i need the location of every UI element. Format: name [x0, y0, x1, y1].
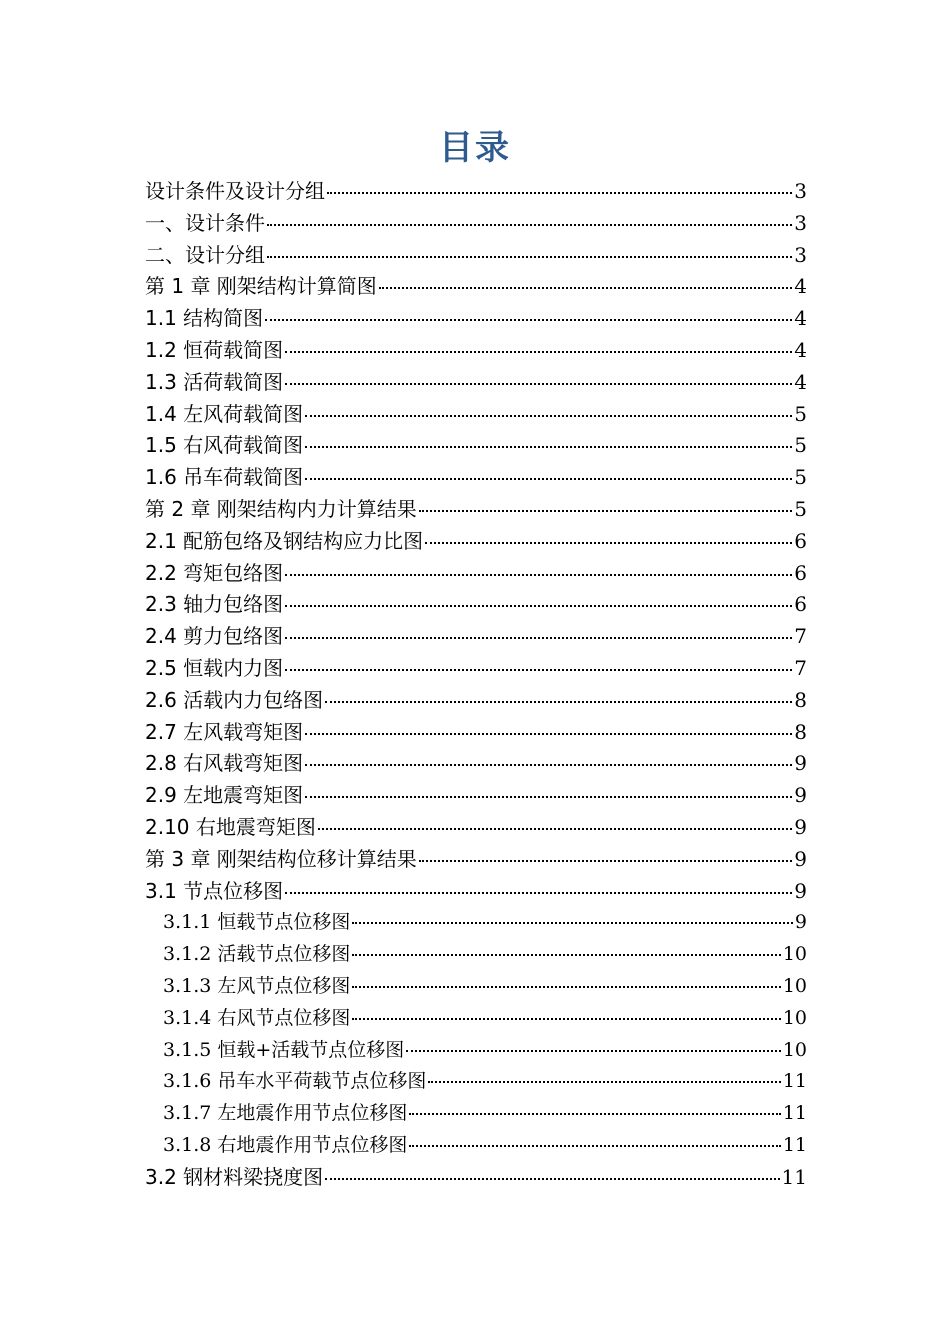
toc-page-number: 9: [794, 751, 807, 776]
toc-dot-leader: [305, 478, 792, 480]
toc-entry[interactable]: [145, 812, 807, 844]
toc-entry[interactable]: [145, 526, 807, 558]
toc-entry-label: 1.2 恒荷载简图: [145, 337, 284, 362]
toc-entry-label: 1.3 活荷载简图: [145, 369, 284, 394]
toc-dot-leader: [305, 796, 792, 798]
toc-entry[interactable]: [145, 176, 807, 208]
toc-page-number: 11: [781, 1164, 807, 1189]
toc-entry[interactable]: [145, 876, 807, 908]
toc-dot-leader: [406, 1050, 781, 1052]
toc-entry-label: 2.4 剪力包络图: [145, 624, 284, 649]
toc-page-number: 9: [794, 878, 807, 903]
toc-dot-leader: [419, 510, 792, 512]
toc-page-number: 9: [794, 846, 807, 871]
toc-dot-leader: [285, 669, 792, 671]
toc-entry[interactable]: [145, 685, 807, 717]
toc-entry[interactable]: [145, 971, 807, 1003]
toc-dot-leader: [285, 383, 792, 385]
toc-dot-leader: [425, 542, 792, 544]
toc-entry[interactable]: [145, 271, 807, 303]
toc-entry[interactable]: [145, 335, 807, 367]
toc-page-number: 5: [794, 465, 807, 490]
toc-entry-label: 第 2 章 刚架结构内力计算结果: [145, 496, 417, 521]
toc-entry[interactable]: [145, 748, 807, 780]
toc-entry-label: 3.1.5 恒载+活载节点位移图: [163, 1038, 405, 1061]
toc-page-number: 4: [794, 369, 807, 394]
toc-entry-label: 3.1.6 吊车水平荷载节点位移图: [163, 1070, 427, 1093]
toc-dot-leader: [318, 828, 792, 830]
toc-dot-leader: [409, 1113, 780, 1115]
toc-entry[interactable]: [145, 558, 807, 590]
toc-dot-leader: [327, 192, 792, 194]
toc-entry[interactable]: [145, 208, 807, 240]
toc-page-number: 8: [794, 719, 807, 744]
toc-page-number: 11: [782, 1133, 807, 1156]
toc-entry-label: 2.9 左地震弯矩图: [145, 783, 304, 808]
toc-dot-leader: [305, 415, 792, 417]
toc-entry-label: 1.1 结构简图: [145, 306, 264, 331]
toc-dot-leader: [285, 574, 792, 576]
toc-page-number: 6: [794, 528, 807, 553]
toc-entry[interactable]: [145, 1003, 807, 1035]
toc-page-number: 10: [782, 974, 807, 997]
toc-entry-label: 1.4 左风荷载简图: [145, 401, 304, 426]
toc-page-number: 3: [794, 210, 807, 235]
toc-page-number: 5: [794, 433, 807, 458]
toc-entry[interactable]: [145, 1130, 807, 1162]
toc-entry-label: 3.1.7 左地震作用节点位移图: [163, 1102, 408, 1125]
toc-entry[interactable]: [145, 907, 807, 939]
toc-dot-leader: [265, 319, 792, 321]
toc-entry-label: 3.1 节点位移图: [145, 878, 284, 903]
toc-dot-leader: [352, 954, 780, 956]
toc-entry[interactable]: [145, 589, 807, 621]
toc-title: 目录: [439, 128, 511, 168]
toc-entry-label: 3.1.4 右风节点位移图: [163, 1006, 351, 1029]
toc-entry[interactable]: [145, 717, 807, 749]
toc-page-number: 11: [782, 1070, 807, 1093]
toc-dot-leader: [325, 701, 792, 703]
toc-entry[interactable]: [145, 621, 807, 653]
toc-entry-label: 2.3 轴力包络图: [145, 592, 284, 617]
toc-page-number: 5: [794, 496, 807, 521]
toc-entry-label: 2.10 右地震弯矩图: [145, 814, 316, 839]
toc-entry[interactable]: [145, 399, 807, 431]
toc-dot-leader: [305, 446, 792, 448]
toc-entry-label: 第 1 章 刚架结构计算简图: [145, 274, 377, 299]
toc-entry[interactable]: [145, 653, 807, 685]
toc-page-number: 10: [782, 1006, 807, 1029]
toc-entry-label: 1.6 吊车荷载简图: [145, 465, 304, 490]
toc-entry[interactable]: [145, 1162, 807, 1194]
toc-page-number: 9: [794, 814, 807, 839]
toc-entry[interactable]: [145, 367, 807, 399]
toc-entry-label: 1.5 右风荷载简图: [145, 433, 304, 458]
toc-page-number: 8: [794, 687, 807, 712]
toc-dot-leader: [285, 892, 792, 894]
toc-page-number: 5: [794, 401, 807, 426]
toc-page-number: 7: [794, 655, 807, 680]
toc-dot-leader: [267, 256, 792, 258]
toc-entry-label: 2.6 活载内力包络图: [145, 687, 324, 712]
toc-entry-label: 2.7 左风载弯矩图: [145, 719, 304, 744]
toc-page-number: 3: [794, 179, 807, 203]
toc-dot-leader: [352, 922, 793, 924]
toc-entry[interactable]: [145, 780, 807, 812]
toc-dot-leader: [419, 860, 792, 862]
toc-entry[interactable]: [145, 939, 807, 971]
toc-dot-leader: [305, 733, 792, 735]
toc-entry[interactable]: [145, 240, 807, 272]
toc-page-number: 9: [794, 911, 807, 934]
toc-entry-label: 3.1.2 活载节点位移图: [163, 943, 351, 966]
toc-page-number: 6: [794, 592, 807, 617]
toc-entry[interactable]: [145, 430, 807, 462]
toc-dot-leader: [305, 764, 792, 766]
toc-page-number: 11: [782, 1102, 807, 1125]
toc-dot-leader: [352, 1018, 780, 1020]
toc-entry[interactable]: [145, 1035, 807, 1067]
toc-entry-label: 一、设计条件: [145, 210, 265, 235]
toc-entry[interactable]: [145, 303, 807, 335]
toc-page-number: 9: [794, 783, 807, 808]
toc-dot-leader: [379, 287, 792, 289]
toc-entry[interactable]: [145, 844, 807, 876]
toc-dot-leader: [267, 224, 792, 226]
toc-page-number: 4: [794, 274, 807, 299]
toc-entry-label: 第 3 章 刚架结构位移计算结果: [145, 846, 417, 871]
toc-page-number: 7: [794, 624, 807, 649]
toc-entry-label: 3.1.3 左风节点位移图: [163, 974, 351, 997]
toc-dot-leader: [325, 1178, 779, 1180]
toc-entry-label: 3.1.1 恒载节点位移图: [163, 911, 351, 934]
toc-page-number: 3: [794, 242, 807, 267]
toc-entry-label: 3.2 钢材料梁挠度图: [145, 1164, 324, 1189]
toc-dot-leader: [409, 1145, 780, 1147]
toc-entry[interactable]: [145, 494, 807, 526]
toc-entry-label: 2.2 弯矩包络图: [145, 560, 284, 585]
toc-page-number: 10: [782, 943, 807, 966]
toc-entry[interactable]: [145, 1066, 807, 1098]
table-of-contents: [145, 176, 807, 1194]
toc-entry-label: 设计条件及设计分组: [145, 179, 325, 203]
toc-entry[interactable]: [145, 1098, 807, 1130]
toc-dot-leader: [428, 1081, 780, 1083]
toc-entry-label: 3.1.8 右地震作用节点位移图: [163, 1133, 408, 1156]
toc-entry-label: 二、设计分组: [145, 242, 265, 267]
toc-entry-label: 2.5 恒载内力图: [145, 655, 284, 680]
toc-entry-label: 2.8 右风载弯矩图: [145, 751, 304, 776]
toc-page-number: 10: [782, 1038, 807, 1061]
toc-page-number: 4: [794, 306, 807, 331]
toc-page-number: 6: [794, 560, 807, 585]
toc-entry[interactable]: [145, 462, 807, 494]
toc-dot-leader: [285, 351, 792, 353]
toc-entry-label: 2.1 配筋包络及钢结构应力比图: [145, 528, 424, 553]
toc-page-number: 4: [794, 337, 807, 362]
toc-dot-leader: [352, 986, 780, 988]
toc-dot-leader: [285, 605, 792, 607]
toc-dot-leader: [285, 637, 792, 639]
